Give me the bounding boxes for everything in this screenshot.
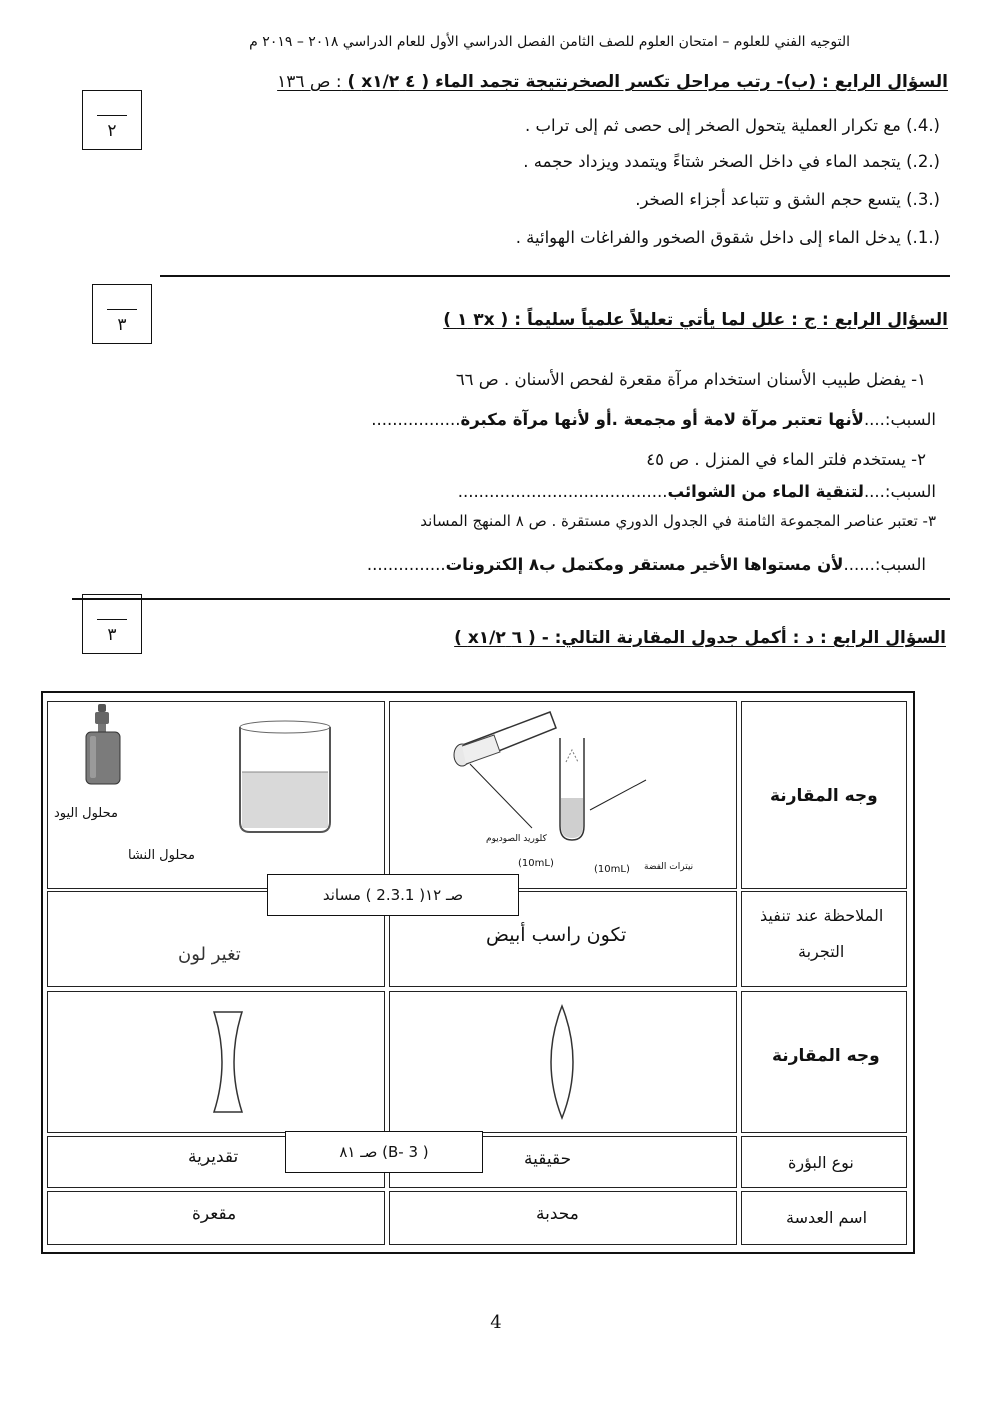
row5-col1-cell [47, 1191, 385, 1245]
reason-dots-2: ........................................ [457, 482, 668, 501]
order-item-3: (.3.) يتسع حجم الشق و تتباعد أجزاء الصخر. [635, 190, 940, 209]
reason-answer-2 [458, 482, 936, 501]
precipitation-illustration [390, 702, 736, 888]
exam-header: التوجيه الفني للعلوم – امتحان العلوم للصف الثامن الفصل الدراسي الأول للعام الدراسي ٢٠١٨ – ٢٠١٩ م [249, 34, 850, 50]
row4-label: نوع البؤرة [788, 1153, 854, 1172]
starch-beaker-icon [240, 721, 330, 832]
label-sodium-chloride: كلوريد الصوديوم [486, 834, 547, 844]
reason-label-3: السبب:...... [843, 555, 926, 574]
row1-col2-cell [389, 701, 737, 889]
order-item-2: (.2.) يتجمد الماء في داخل الصخر شتاءً ويتمدد ويزداد حجمه . [523, 152, 940, 171]
row2-col1-text: تغير لون [178, 944, 241, 965]
row1-label-cell [741, 701, 907, 889]
score-c: ٣ [117, 315, 127, 335]
score-box-b [82, 90, 142, 150]
section-c-title: السؤال الرابع : ج : علل لما يأتي تعليلاً علمياً سليماً : ( ٣x ١ ) [443, 310, 948, 330]
comparison-table [41, 691, 915, 1254]
row4-col2-text: حقيقية [524, 1149, 572, 1169]
score-d: ٣ [107, 625, 117, 645]
order-item-4: (.1.) يدخل الماء إلى داخل شقوق الصخور والفراغات الهوائية . [515, 228, 940, 247]
reference-box-1: صـ ١٢( 2.3.1 ) مساند [267, 874, 519, 916]
score-box-c [92, 284, 152, 344]
row5-label-cell [741, 1191, 907, 1245]
section-d-title: السؤال الرابع : د : أكمل جدول المقارنة التالي: - ( ٦ x١/٢ ) [454, 628, 946, 648]
row3-label-cell [741, 991, 907, 1133]
row5-label: اسم العدسة [786, 1208, 868, 1227]
row4-col1-text: تقديرية [188, 1147, 239, 1167]
row3-col2-cell [389, 991, 737, 1133]
reason-text-2: لتنقية الماء من الشوائب [667, 482, 864, 501]
reason-dots-3: ............... [366, 555, 446, 574]
row3-col1-cell [47, 991, 385, 1133]
section-b-page-ref: : ص ١٣٦ [277, 72, 342, 92]
order-item-1: (.4.) مع تكرار العملية يتحول الصخر إلى حصى ثم إلى تراب . [525, 116, 940, 135]
upright-test-tube-icon [560, 738, 584, 840]
reason-question-2: ٢- يستخدم فلتر الماء في المنزل . ص ٤٥ [646, 450, 926, 469]
row3-label: وجه المقارنة [772, 1046, 880, 1066]
concave-lens-icon [48, 992, 384, 1132]
caption-iodine: محلول اليود [54, 806, 118, 821]
section-b-title-text: السؤال الرابع : (ب)- رتب مراحل تكسر الصخرنتيجة تجمد الماء ( ٤ x١/٢ ) [347, 72, 948, 92]
row4-label-cell [741, 1136, 907, 1188]
tilted-test-tube-icon [454, 712, 556, 766]
row1-col1-cell [47, 701, 385, 889]
row5-col1-text: مقعرة [192, 1204, 237, 1224]
reason-answer-3 [367, 555, 926, 574]
iodine-bottle-icon [86, 704, 120, 784]
volume-b: (10mL) [594, 864, 630, 875]
volume-a: (10mL) [518, 858, 554, 869]
row1-label: وجه المقارنة [770, 786, 878, 806]
reason-text-1: لأنها تعتبر مرآة لامة أو مجمعة .أو لأنها مرآة مكبرة [460, 410, 864, 429]
row2-label-line1: الملاحظة عند تنفيذ [760, 906, 884, 925]
label-silver-nitrate: نيترات الفضة [644, 862, 694, 872]
convex-lens-icon [390, 992, 736, 1132]
reason-answer-1 [371, 410, 936, 429]
page-number: 4 [490, 1312, 502, 1333]
score-box-d [82, 594, 142, 654]
reason-question-3: ٣- تعتبر عناصر المجموعة الثامنة في الجدول الدوري مستقرة . ص ٨ المنهج المساند [420, 512, 936, 530]
iodine-starch-illustration [48, 702, 384, 888]
row2-col2-text: تكون راسب أبيض [486, 924, 627, 946]
reference-box-2: صـ ٨١ (B- 3 ) [285, 1131, 483, 1173]
reason-label-2: السبب:.... [863, 482, 936, 501]
reason-dots-1: ................. [371, 410, 461, 429]
divider-1 [160, 275, 950, 277]
divider-2 [72, 598, 950, 600]
row2-label-line2: التجربة [798, 942, 845, 961]
section-b-title [277, 72, 948, 92]
reason-text-3: لأن مستواها الأخير مستقر ومكتمل ب٨ إلكترونات [445, 555, 844, 574]
reason-question-1: ١- يفضل طبيب الأسنان استخدام مرآة مقعرة لفحص الأسنان . ص ٦٦ [455, 370, 926, 389]
reason-label-1: السبب:.... [863, 410, 936, 429]
row5-col2-text: محدبة [536, 1204, 579, 1224]
score-b: ٢ [107, 121, 117, 141]
row5-col2-cell [389, 1191, 737, 1245]
caption-starch: محلول النشا [128, 848, 196, 863]
row2-label-cell [741, 891, 907, 987]
